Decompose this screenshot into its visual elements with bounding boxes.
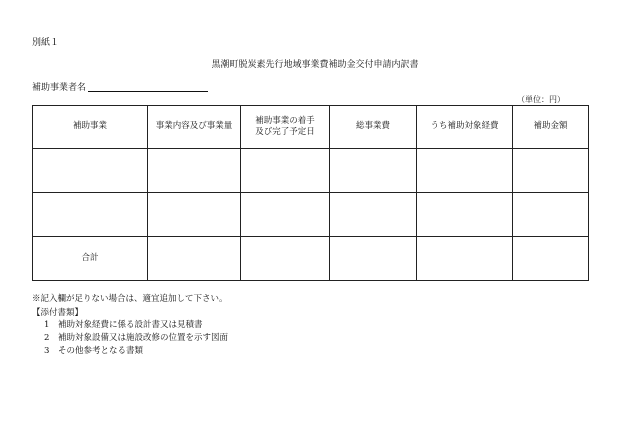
table-cell[interactable] xyxy=(513,237,589,281)
header-start-completion-date: 補助事業の着手 及び完了予定日 xyxy=(241,106,330,149)
document-title: 黒潮町脱炭素先行地域事業費補助金交付申請内訳書 xyxy=(211,60,419,70)
table-cell[interactable] xyxy=(513,149,589,193)
table-cell[interactable] xyxy=(417,237,513,281)
table-cell[interactable] xyxy=(148,237,241,281)
table-cell[interactable] xyxy=(241,237,330,281)
table-cell[interactable] xyxy=(241,149,330,193)
list-item xyxy=(44,345,228,358)
table-cell[interactable] xyxy=(417,193,513,237)
table-row xyxy=(33,193,589,237)
attachment-number: 2 xyxy=(44,333,50,343)
attachment-number: 1 xyxy=(44,320,50,330)
attachment-text: 補助対象経費に係る設計書又は見積書 xyxy=(58,320,203,330)
table-cell[interactable] xyxy=(513,193,589,237)
header-eligible-cost: うち補助対象経費 xyxy=(417,106,513,149)
header-content-volume: 事業内容及び事業量 xyxy=(148,106,241,149)
list-item xyxy=(44,332,228,345)
attachments-list xyxy=(44,319,228,358)
attachment-text: 補助対象設備又は施設改修の位置を示す図面 xyxy=(58,333,229,343)
unit-note: （単位：円） xyxy=(517,95,565,104)
annex-label: 別紙１ xyxy=(32,38,60,48)
applicant-name-label: 補助事業者名 xyxy=(32,83,87,93)
table-cell[interactable] xyxy=(33,193,148,237)
table-cell[interactable] xyxy=(330,237,417,281)
table-cell[interactable] xyxy=(330,149,417,193)
total-row xyxy=(33,237,589,281)
table-row xyxy=(33,149,589,193)
applicant-name-field xyxy=(88,91,208,92)
table-cell[interactable] xyxy=(33,149,148,193)
attachment-number: 3 xyxy=(44,346,50,356)
header-total-cost: 総事業費 xyxy=(330,106,417,149)
table-cell[interactable] xyxy=(148,193,241,237)
table-cell[interactable] xyxy=(241,193,330,237)
attachment-text: その他参考となる書類 xyxy=(58,346,144,356)
table-cell[interactable] xyxy=(330,193,417,237)
attachments-heading: 【添付書類】 xyxy=(32,308,84,318)
header-subsidy-amount: 補助金額 xyxy=(513,106,589,149)
breakdown-table xyxy=(32,105,589,281)
total-label: 合計 xyxy=(33,237,148,281)
table-cell[interactable] xyxy=(148,149,241,193)
table-header-row xyxy=(33,106,589,149)
header-project: 補助事業 xyxy=(33,106,148,149)
list-item xyxy=(44,319,228,332)
fill-in-note: ※記入欄が足りない場合は、適宜追加して下さい。 xyxy=(32,294,228,304)
table-cell[interactable] xyxy=(417,149,513,193)
